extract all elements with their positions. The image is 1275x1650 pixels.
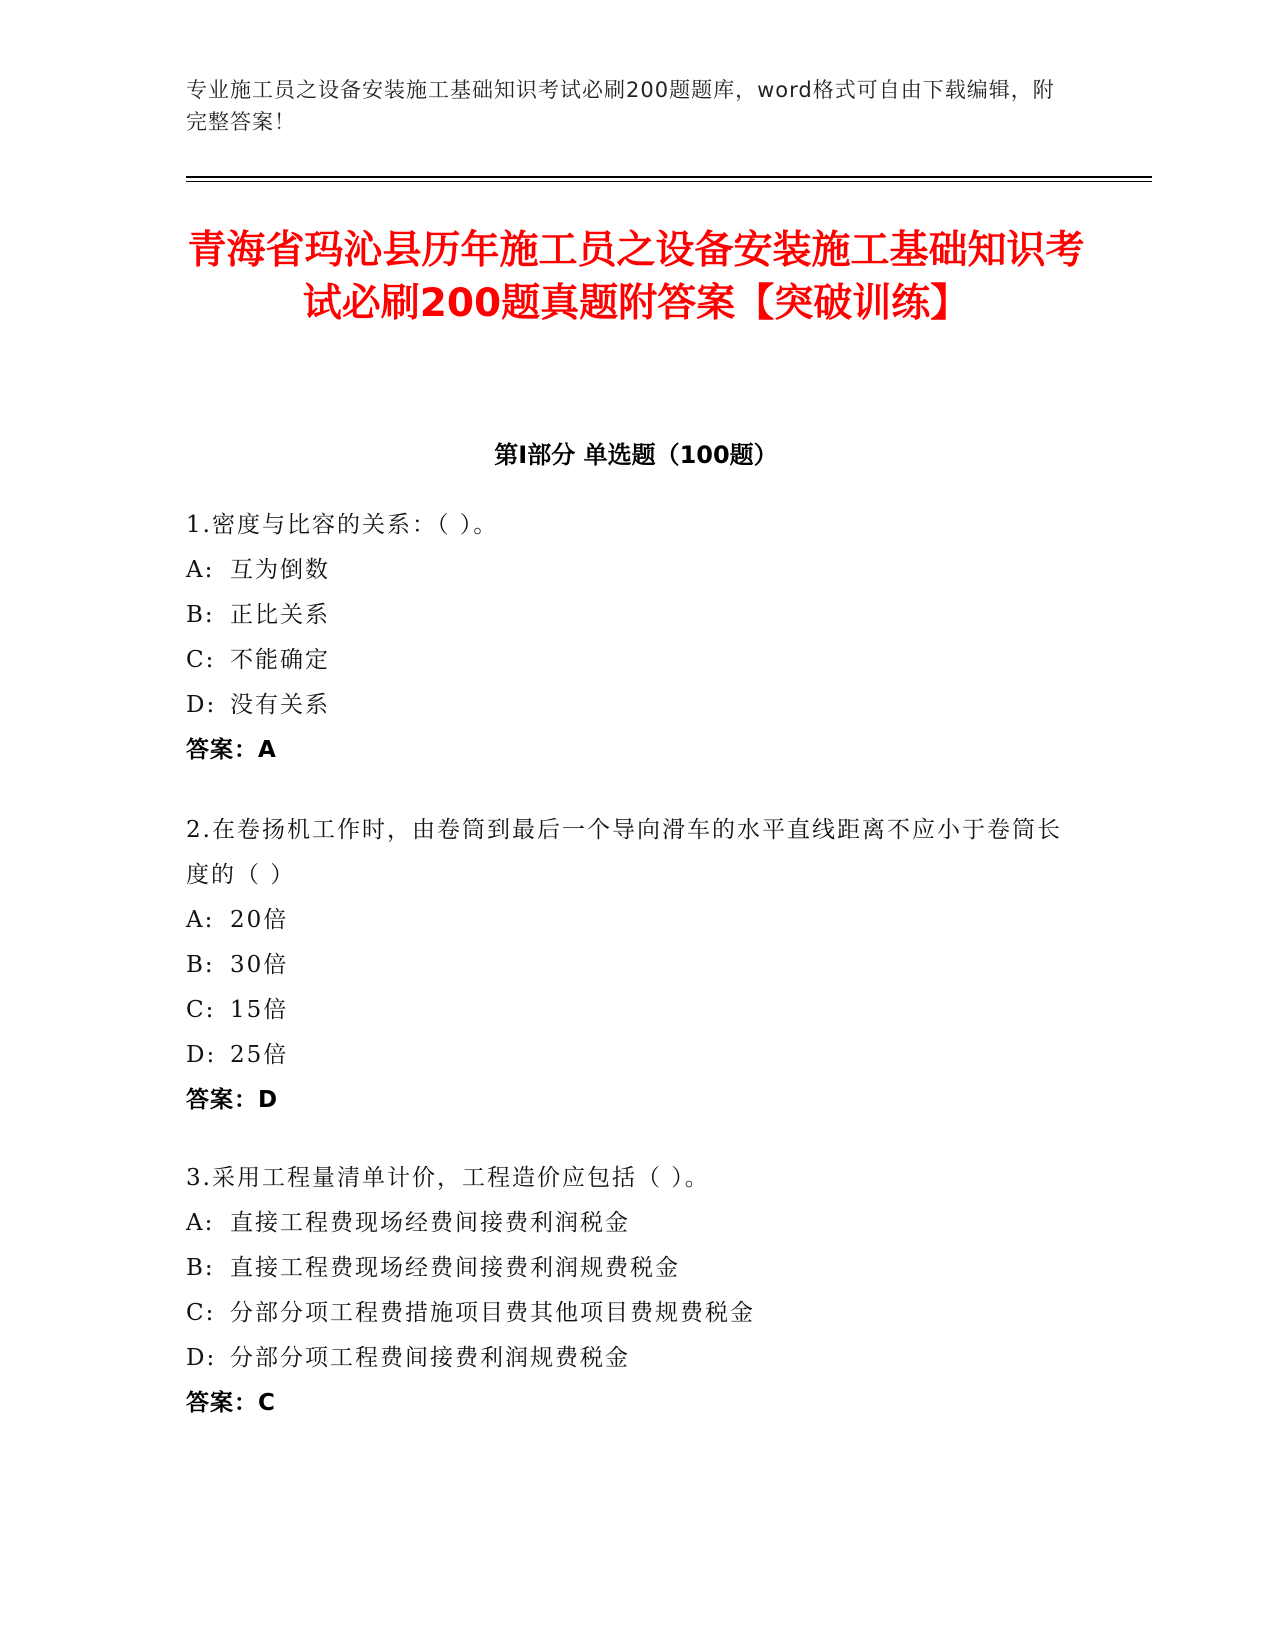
option-text: 直接工程费现场经费间接费利润规费税金 [230, 1255, 680, 1281]
question-2 [186, 808, 1086, 1123]
option-text: 互为倒数 [230, 557, 330, 583]
option-letter: A: [186, 557, 215, 583]
option-letter: B: [186, 602, 215, 628]
option-letter: D: [186, 1042, 217, 1068]
document-title: 青海省玛沁县历年施工员之设备安装施工基础知识考试必刷200题真题附答案【突破训练】 [187, 228, 1085, 326]
answer-label: 答案： [186, 1087, 258, 1113]
option-a [186, 548, 1086, 593]
answer-value: A [258, 737, 277, 763]
option-a [186, 898, 1086, 943]
option-b [186, 593, 1086, 638]
option-c [186, 988, 1086, 1033]
option-text: 直接工程费现场经费间接费利润税金 [230, 1210, 630, 1236]
option-d [186, 1336, 1086, 1381]
answer-value: D [258, 1087, 279, 1113]
option-c [186, 638, 1086, 683]
answer-value: C [258, 1390, 276, 1416]
option-text: 20倍 [230, 907, 289, 933]
answer-line [186, 728, 1086, 773]
option-text: 不能确定 [230, 647, 330, 673]
option-letter: B: [186, 1255, 215, 1281]
option-text: 15倍 [230, 997, 289, 1023]
header-divider-thin [186, 181, 1152, 182]
option-text: 30倍 [230, 952, 289, 978]
option-text: 没有关系 [230, 692, 330, 718]
option-letter: D: [186, 692, 217, 718]
option-letter: A: [186, 1210, 215, 1236]
option-letter: C: [186, 647, 216, 673]
option-text: 25倍 [230, 1042, 289, 1068]
option-letter: D: [186, 1345, 217, 1371]
option-text: 分部分项工程费间接费利润规费税金 [230, 1345, 630, 1371]
option-d [186, 1033, 1086, 1078]
question-stem: 1.密度与比容的关系：（ ）。 [186, 512, 499, 538]
option-letter: A: [186, 907, 215, 933]
answer-label: 答案： [186, 737, 258, 763]
option-letter: B: [186, 952, 215, 978]
option-b [186, 1246, 1086, 1291]
answer-label: 答案： [186, 1390, 258, 1416]
option-b [186, 943, 1086, 988]
option-d [186, 683, 1086, 728]
answer-line [186, 1381, 1086, 1426]
question-stem: 2.在卷扬机工作时，由卷筒到最后一个导向滑车的水平直线距离不应小于卷筒长度的（ ） [186, 817, 1062, 888]
answer-line [186, 1078, 1086, 1123]
option-c [186, 1291, 1086, 1336]
header-divider-thick [186, 176, 1152, 178]
question-1 [186, 503, 1086, 773]
header-note: 专业施工员之设备安装施工基础知识考试必刷200题题库，word格式可自由下载编辑，附完整答案！ [186, 78, 1055, 134]
section-title: 第I部分 单选题（100题） [494, 441, 778, 469]
option-a [186, 1201, 1086, 1246]
option-text: 正比关系 [230, 602, 330, 628]
question-3 [186, 1156, 1086, 1426]
option-letter: C: [186, 1300, 216, 1326]
option-text: 分部分项工程费措施项目费其他项目费规费税金 [230, 1300, 755, 1326]
question-stem: 3.采用工程量清单计价，工程造价应包括（ ）。 [186, 1165, 710, 1191]
option-letter: C: [186, 997, 216, 1023]
